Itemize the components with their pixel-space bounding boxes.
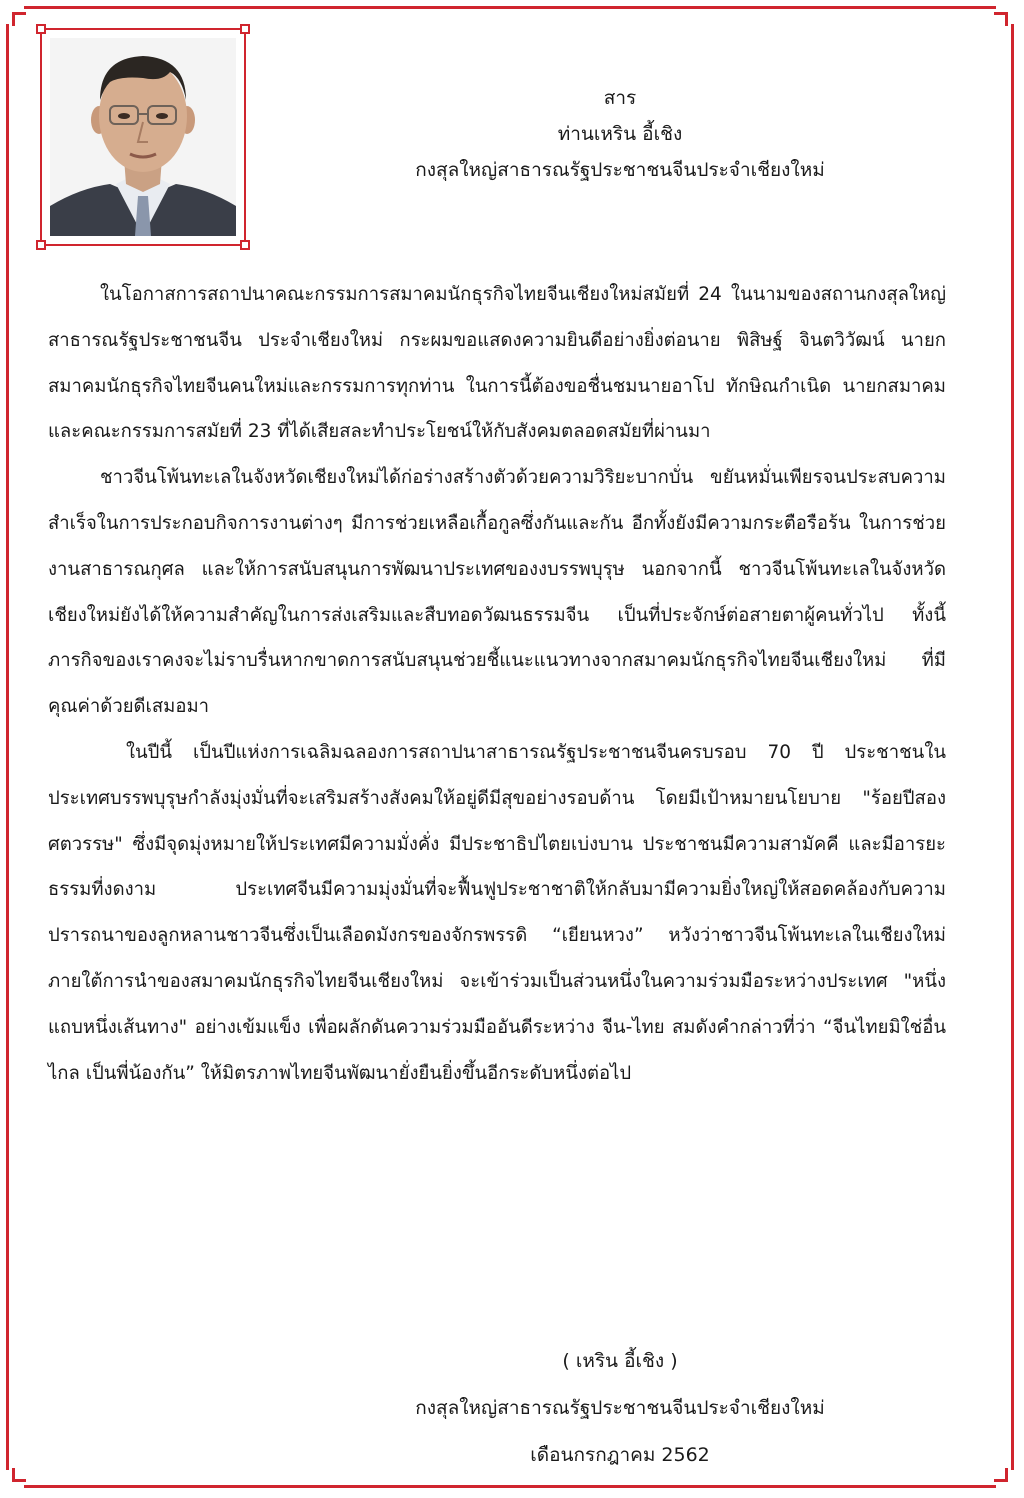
border-corner-bottom-left bbox=[6, 1470, 24, 1488]
portrait-photo bbox=[50, 38, 236, 236]
heading-position: กงสุลใหญ่สาธารณรัฐประชาชนจีนประจำเชียงใหม่ bbox=[415, 159, 825, 181]
body-paragraph-1: ในโอกาสการสถาปนาคณะกรรมการสมาคมนักธุรกิจไทยจีนเชียงใหม่สมัยที่ 24 ในนามของสถานกงสุลใหญ่สาธารณรัฐประชาชนจีน ประจำเชียงใหม่ กระผมขอแสดงความยินดีอย่างยิ่งต่อนาย พิสิษฐ์ จินตวิวัฒน์ นายกสมาคมนักธุรกิจไทยจีนคนใหม่และกรรมการทุกท่าน ในการนี้ต้องขอชื่นชมนายอาโป ทักษิณกำเนิด นายกสมาคมและคณะกรรมการสมัยที่ 23 ที่ได้เสียสละทำประโยชน์ให้กับสังคมตลอดสมัยที่ผ่านมา bbox=[48, 284, 946, 443]
body-paragraph-2: ชาวจีนโพ้นทะเลในจังหวัดเชียงใหม่ได้ก่อร่างสร้างตัวด้วยความวิริยะบากบั่น ขยันหมั่นเพียรจนประสบความสำเร็จในการประกอบกิจการงานต่างๆ มีการช่วยเหลือเกื้อกูลซึ่งกันและกัน อีกทั้งยังมีความกระตือรือร้น ในการช่วยงานสาธารณกุศล และให้การสนับสนุนการพัฒนาประเทศของงบรรพบุรุษ นอกจากนี้ ชาวจีนโพ้นทะเลในจังหวัดเชียงใหม่ยังได้ให้ความสำคัญในการส่งเสริมและสืบทอดวัฒนธรรมจีน เป็นที่ประจักษ์ต่อสายตาผู้คนทั่วไป ทั้งนี้ ภารกิจของเราคงจะไม่ราบรื่นหากขาดการสนับสนุนช่วยชี้แนะแนวทางจากสมาคมนักธุรกิจไทยจีนเชียงใหม่ ที่มีคุณค่าด้วยดีเสมอมา bbox=[48, 467, 946, 718]
portrait-frame-corner bbox=[240, 240, 250, 250]
border-corner-top-right bbox=[996, 6, 1014, 24]
signature-title: กงสุลใหญ่สาธารณรัฐประชาชนจีนประจำเชียงใหม่ bbox=[415, 1397, 825, 1419]
signature-date: เดือนกรกฎาคม 2562 bbox=[530, 1444, 710, 1466]
heading-name: ท่านเหริน อี้เชิง bbox=[557, 123, 683, 145]
body-paragraph-3: ในปีนี้ เป็นปีแห่งการเฉลิมฉลองการสถาปนาสาธารณรัฐประชาชนจีนครบรอบ 70 ปี ประชาชนในประเทศบรรพบุรุษกำลังมุ่งมั่นที่จะเสริมสร้างสังคมให้อยู่ดีมีสุขอย่างรอบด้าน โดยมีเป้าหมายนโยบาย "ร้อยปีสองศตวรรษ" ซึ่งมีจุดมุ่งหมายให้ประเทศมีความมั่งคั่ง มีประชาธิปไตยเบ่งบาน ประชาชนมีความสามัคคี และมีอารยะธรรมที่งดงาม ประเทศจีนมีความมุ่งมั่นที่จะฟื้นฟูประชาชาติให้กลับมามีความยิ่งใหญ่ให้สอดคล้องกับความปรารถนาของลูกหลานชาวจีนซึ่งเป็นเลือดมังกรของจักรพรรดิ “เยียนหวง” หวังว่าชาวจีนโพ้นทะเลในเชียงใหม่ ภายใต้การนำของสมาคมนักธุรกิจไทยจีนเชียงใหม่ จะเข้าร่วมเป็นส่วนหนึ่งในความร่วมมือระหว่างประเทศ "หนึ่งแถบหนึ่งเส้นทาง" อย่างเข้มแข็ง เพื่อผลักดันความร่วมมืออันดีระหว่าง จีน-ไทย สมดังคำกล่าวที่ว่า “จีนไทยมิใช่อื่นไกล เป็นพี่น้องกัน” ให้มิตรภาพไทยจีนพัฒนายั่งยืนยิ่งขึ้นอีกระดับหนึ่งต่อไป bbox=[48, 741, 946, 1084]
border-corner-bottom-right bbox=[996, 1470, 1014, 1488]
message-body bbox=[48, 272, 946, 1096]
signature-name: ( เหริน อี้เชิง ) bbox=[562, 1350, 678, 1372]
portrait-frame bbox=[40, 28, 246, 246]
portrait-frame-corner bbox=[240, 24, 250, 34]
portrait-illustration bbox=[50, 38, 236, 236]
heading-title: สาร bbox=[603, 87, 637, 109]
portrait-frame-corner bbox=[36, 24, 46, 34]
border-corner-top-left bbox=[6, 6, 24, 24]
portrait-frame-corner bbox=[36, 240, 46, 250]
